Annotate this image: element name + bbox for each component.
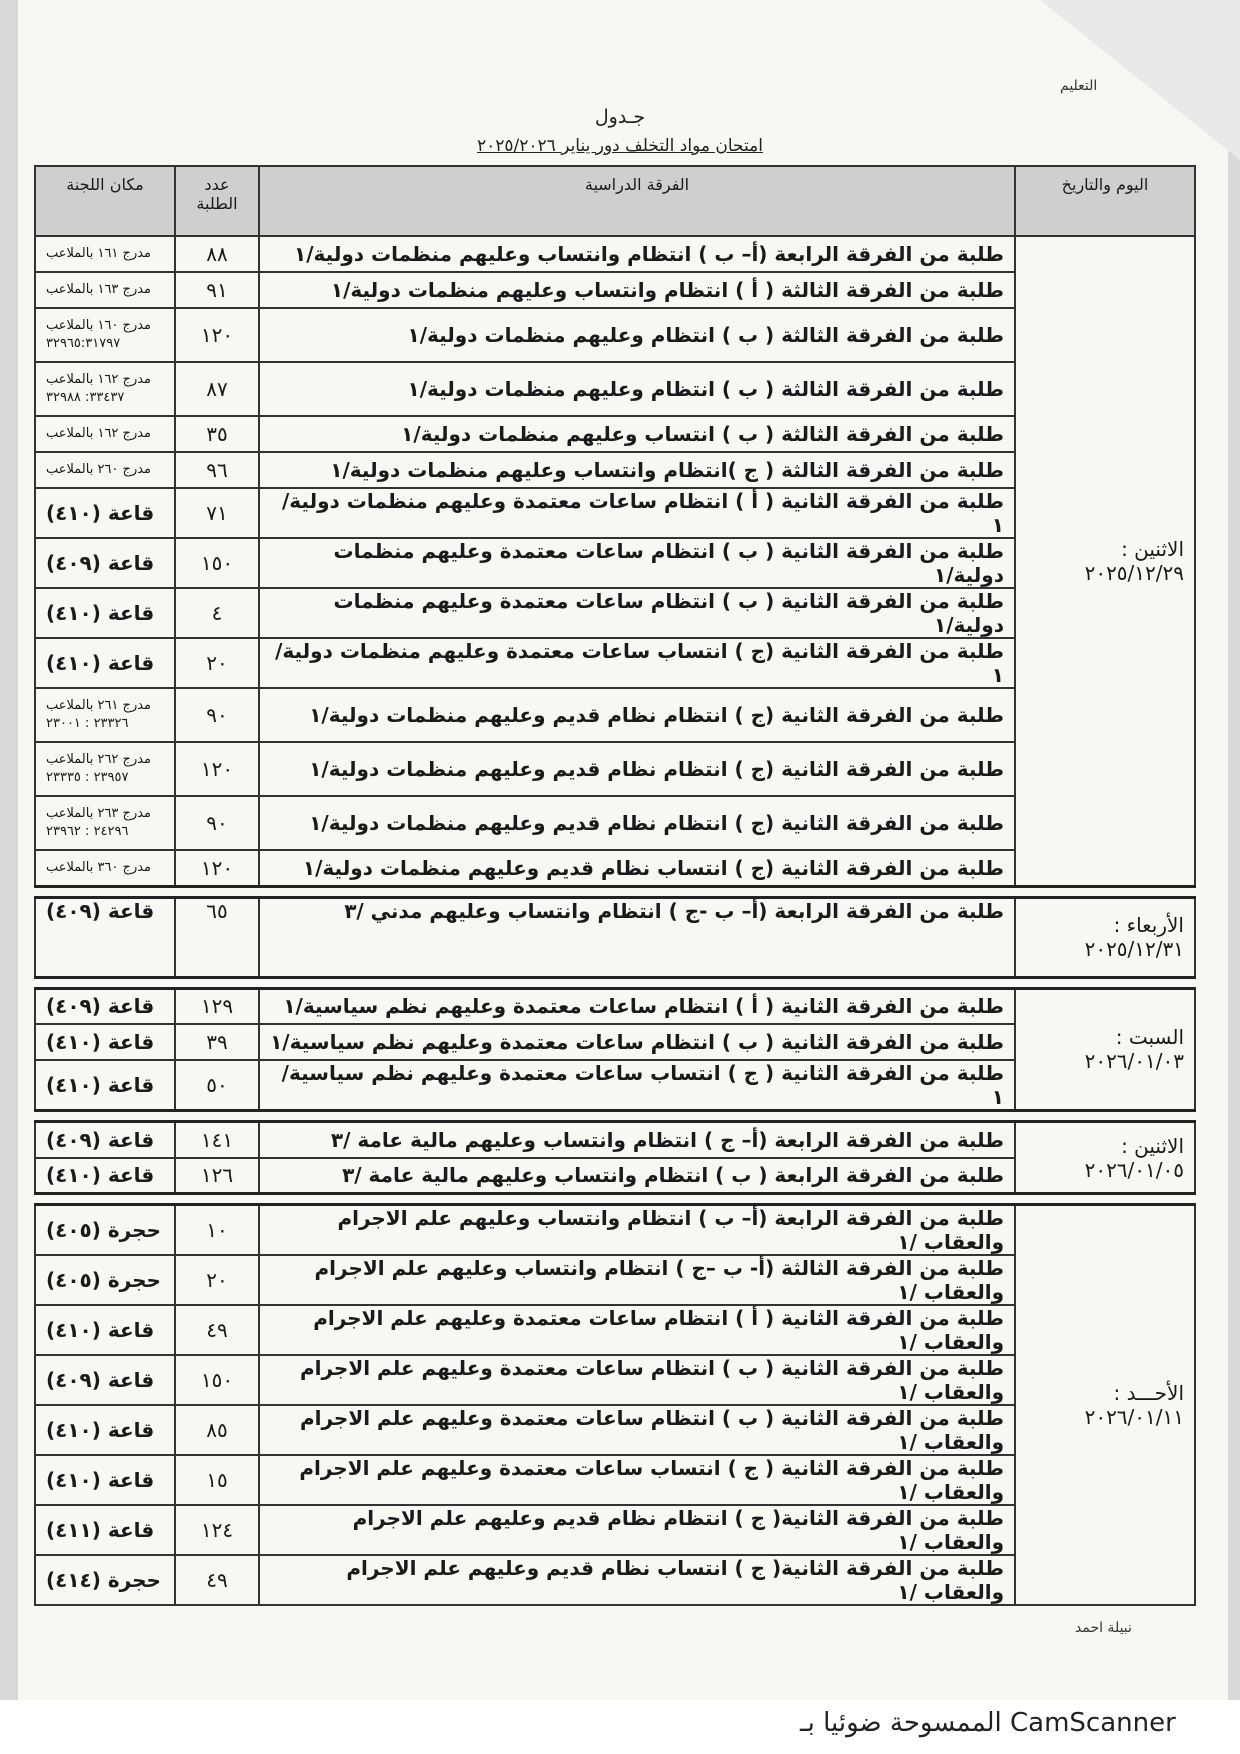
student-count: ١٥٠ [175, 538, 259, 588]
day-separator [35, 1111, 1195, 1122]
day-separator [35, 977, 1195, 988]
day-date-cell [1015, 1205, 1195, 1606]
exam-place [35, 742, 175, 796]
exam-place-label: قاعة (٤٠٩) [46, 994, 155, 1019]
exam-date: ٢٠٢٥/١٢/٢٩ [1084, 560, 1184, 585]
student-count: ٧١ [175, 488, 259, 538]
seat-number-range: ٢٤٢٩٦ : ٢٣٩٦٢ [46, 824, 129, 839]
exam-place-label: قاعة (٤٠٩) [46, 551, 155, 575]
student-count: ٤ [175, 588, 259, 638]
subject-group: طلبة من الفرقة الثالثة ( ب ) انتظام وعليهم منظمات دولية/١ [259, 362, 1015, 416]
student-count: ٨٨ [175, 236, 259, 272]
exam-place-label: مدرج ٢٦٣ بالملاعب [46, 805, 152, 821]
student-count: ١٥٠ [175, 1355, 259, 1405]
table-row [35, 1122, 1195, 1158]
exam-place [35, 796, 175, 850]
col-header-subject: الفرقة الدراسية [259, 166, 1015, 236]
student-count: ٢٠ [175, 638, 259, 688]
exam-place-label: مدرج ٢٦٢ بالملاعب [46, 751, 152, 767]
exam-place [35, 362, 175, 416]
exam-date: ٢٠٢٦/٠١/١١ [1084, 1405, 1184, 1429]
exam-place [35, 1555, 175, 1605]
exam-place-label: مدرج ٣٦٠ بالملاعب [46, 859, 152, 875]
subject-group: طلبة من الفرقة الثانية ( ب ) انتظام ساعات معتمدة وعليهم منظمات دولية/١ [259, 588, 1015, 638]
student-count: ٨٧ [175, 362, 259, 416]
col-header-place: مكان اللجنة [35, 166, 175, 236]
subject-group: طلبة من الفرقة الثانية ( ب ) انتظام ساعات معتمدة وعليهم نظم سياسية/١ [259, 1024, 1015, 1060]
day-separator-cell [35, 977, 1195, 988]
subject-group: طلبة من الفرقة الثالثة (أ- ب –ج ) انتظام وانتساب وعليهم علم الاجرام والعقاب /١ [259, 1255, 1015, 1305]
student-count: ٣٩ [175, 1024, 259, 1060]
student-count: ٣٥ [175, 416, 259, 452]
subject-group: طلبة من الفرقة الثالثة ( أ ) انتظام وانتساب وعليهم منظمات دولية/١ [259, 272, 1015, 308]
day-separator [35, 886, 1195, 897]
exam-place-label: قاعة (٤٠٩) [46, 1127, 155, 1152]
student-count: ١٥ [175, 1455, 259, 1505]
scanner-watermark: الممسوحة ضوئيا بـ CamScanner [800, 1708, 1176, 1738]
exam-date: ٢٠٢٥/١٢/٣١ [1084, 937, 1184, 961]
exam-date: ٢٠٢٦/٠١/٠٥ [1084, 1157, 1184, 1182]
subject-group: طلبة من الفرقة الرابعة (أ– ب ) انتظام وانتساب وعليهم علم الاجرام والعقاب /١ [259, 1205, 1015, 1256]
exam-place-label: حجرة (٤٠٥) [46, 1268, 161, 1292]
exam-place-label: مدرج ١٦٣ بالملاعب [46, 281, 152, 297]
subject-group: طلبة من الفرقة الرابعة (أ– ب ) انتظام وانتساب وعليهم منظمات دولية/١ [259, 236, 1015, 272]
student-count: ٩٠ [175, 688, 259, 742]
student-count: ٩٦ [175, 452, 259, 488]
student-count: ٥٠ [175, 1060, 259, 1111]
exam-place-label: قاعة (٤١٠) [46, 1030, 155, 1054]
subject-group: طلبة من الفرقة الثالثة ( ج )انتظام وانتساب وعليهم منظمات دولية/١ [259, 452, 1015, 488]
exam-place [35, 1205, 175, 1256]
exam-place-label: قاعة (٤١٠) [46, 1163, 155, 1188]
subject-group: طلبة من الفرقة الثانية (ج ) انتظام نظام قديم وعليهم منظمات دولية/١ [259, 742, 1015, 796]
day-date-cell [1015, 1122, 1195, 1194]
seat-number-range: ٢٣٣٢٦ : ٢٣٠٠١ [46, 716, 129, 731]
exam-place-label: مدرج ٢٦١ بالملاعب [46, 697, 152, 713]
exam-place [35, 538, 175, 588]
page-title: جـدول [594, 106, 646, 128]
subject-group: طلبة من الفرقة الثانية ( ج ) انتساب ساعات معتمدة وعليهم نظم سياسية/١ [259, 1060, 1015, 1111]
subject-group: طلبة من الفرقة الثانية (ج ) انتظام نظام قديم وعليهم منظمات دولية/١ [259, 688, 1015, 742]
exam-place [35, 488, 175, 538]
table-row [35, 897, 1195, 977]
subject-group: طلبة من الفرقة الثانية ( ج ) انتساب ساعات معتمدة وعليهم علم الاجرام والعقاب /١ [259, 1455, 1015, 1505]
day-date-cell [1015, 988, 1195, 1111]
exam-place [35, 638, 175, 688]
exam-place-label: حجرة (٤٠٥) [46, 1218, 161, 1242]
table-header-row [35, 166, 1195, 236]
exam-place [35, 1455, 175, 1505]
student-count: ٢٠ [175, 1255, 259, 1305]
exam-place-label: قاعة (٤١٠) [46, 1318, 155, 1342]
seat-number-range: ٣٣٤٣٧: ٣٢٩٨٨ [46, 390, 125, 405]
day-name: الاثنين : [1121, 536, 1184, 561]
exam-place-label: قاعة (٤١٠) [46, 651, 155, 675]
subject-group: طلبة من الفرقة الثانية ( ب ) انتظام ساعات معتمدة وعليهم علم الاجرام والعقاب /١ [259, 1405, 1015, 1455]
subject-group: طلبة من الفرقة الثانية ( أ ) انتظام ساعات معتمدة وعليهم منظمات دولية/١ [259, 488, 1015, 538]
day-separator [35, 1194, 1195, 1205]
subject-group: طلبة من الفرقة الثالثة ( ب ) انتساب وعليهم منظمات دولية/١ [259, 416, 1015, 452]
subject-group: طلبة من الفرقة الثانية ( أ ) انتظام ساعات معتمدة وعليهم نظم سياسية/١ [259, 988, 1015, 1024]
day-name: السبت : [1115, 1025, 1184, 1050]
student-count: ١٢٩ [175, 988, 259, 1024]
subject-group: طلبة من الفرقة الثانية( ج ) انتظام نظام قديم وعليهم علم الاجرام والعقاب /١ [259, 1505, 1015, 1555]
exam-place-label: حجرة (٤١٤) [46, 1568, 161, 1592]
student-count: ١٢٤ [175, 1505, 259, 1555]
exam-place-label: قاعة (٤١٠) [46, 1418, 155, 1442]
day-date-cell [1015, 897, 1195, 977]
day-date-cell [1015, 236, 1195, 886]
student-count: ٨٥ [175, 1405, 259, 1455]
table-row [35, 236, 1195, 272]
exam-place-label: مدرج ٢٦٠ بالملاعب [46, 461, 152, 477]
day-name: الأربعاء : [1113, 913, 1184, 937]
day-name: الاثنين : [1121, 1133, 1184, 1158]
seat-number-range: ٣٢٩٦٥:٣١٧٩٧ [46, 336, 121, 351]
exam-place-label: مدرج ١٦٠ بالملاعب [46, 317, 152, 333]
subject-group: طلبة من الفرقة الرابعة (أ– ب -ج ) انتظام وانتساب وعليهم مدني /٣ [259, 897, 1015, 977]
day-separator-cell [35, 886, 1195, 897]
exam-place [35, 1158, 175, 1194]
subject-group: طلبة من الفرقة الثانية( ج ) انتساب نظام قديم وعليهم علم الاجرام والعقاب /١ [259, 1555, 1015, 1605]
seat-number-range: ٢٣٩٥٧ : ٢٣٣٣٥ [46, 770, 129, 785]
exam-place-label: قاعة (٤١٠) [46, 501, 155, 525]
exam-place-label: قاعة (٤٠٩) [46, 1368, 155, 1392]
exam-place [35, 897, 175, 977]
ministry-fragment: التعليم [1060, 78, 1098, 94]
table-row [35, 988, 1195, 1024]
exam-place [35, 688, 175, 742]
subject-group: طلبة من الفرقة الثانية (ج ) انتساب نظام قديم وعليهم منظمات دولية/١ [259, 850, 1015, 886]
exam-place-label: قاعة (٤١٠) [46, 601, 155, 625]
exam-schedule-table [34, 165, 1196, 1606]
exam-place [35, 1355, 175, 1405]
exam-place [35, 850, 175, 886]
subject-group: طلبة من الفرقة الثانية ( أ ) انتظام ساعات معتمدة وعليهم علم الاجرام والعقاب /١ [259, 1305, 1015, 1355]
exam-place-label: قاعة (٤١١) [46, 1518, 155, 1542]
exam-place [35, 988, 175, 1024]
subject-group: طلبة من الفرقة الرابعة (أ– ج ) انتظام وانتساب وعليهم مالية عامة /٣ [259, 1122, 1015, 1158]
student-count: ١٢٠ [175, 850, 259, 886]
student-count: ٩٠ [175, 796, 259, 850]
exam-place [35, 1305, 175, 1355]
exam-place [35, 308, 175, 362]
page-subtitle: امتحان مواد التخلف دور يناير ٢٠٢٥/٢٠٢٦ [477, 136, 763, 156]
exam-place [35, 1505, 175, 1555]
exam-place-label: قاعة (٤١٠) [46, 1468, 155, 1492]
exam-place [35, 1405, 175, 1455]
student-count: ٤٩ [175, 1555, 259, 1605]
subject-group: طلبة من الفرقة الثانية ( ب ) انتظام ساعات معتمدة وعليهم علم الاجرام والعقاب /١ [259, 1355, 1015, 1405]
student-count: ٦٥ [175, 897, 259, 977]
signature-name: نبيلة احمد [1075, 1620, 1132, 1636]
table-row [35, 1205, 1195, 1256]
subject-group: طلبة من الفرقة الثالثة ( ب ) انتظام وعليهم منظمات دولية/١ [259, 308, 1015, 362]
student-count: ٩١ [175, 272, 259, 308]
exam-place [35, 272, 175, 308]
exam-place [35, 1060, 175, 1111]
subject-group: طلبة من الفرقة الثانية ( ب ) انتظام ساعات معتمدة وعليهم منظمات دولية/١ [259, 538, 1015, 588]
student-count: ١٢٠ [175, 308, 259, 362]
exam-place [35, 452, 175, 488]
student-count: ١٠ [175, 1205, 259, 1256]
exam-place [35, 1255, 175, 1305]
exam-place [35, 236, 175, 272]
exam-place-label: قاعة (٤٠٩) [46, 898, 155, 923]
exam-place-label: قاعة (٤١٠) [46, 1073, 155, 1097]
student-count: ٤٩ [175, 1305, 259, 1355]
exam-place-label: مدرج ١٦٢ بالملاعب [46, 371, 152, 387]
exam-date: ٢٠٢٦/٠١/٠٣ [1084, 1049, 1184, 1074]
exam-place [35, 1122, 175, 1158]
student-count: ١٢٠ [175, 742, 259, 796]
day-separator-cell [35, 1194, 1195, 1205]
day-separator-cell [35, 1111, 1195, 1122]
subject-group: طلبة من الفرقة الثانية (ج ) انتساب ساعات معتمدة وعليهم منظمات دولية/١ [259, 638, 1015, 688]
student-count: ١٤١ [175, 1122, 259, 1158]
exam-place [35, 416, 175, 452]
day-name: الأحـــد : [1113, 1381, 1184, 1405]
exam-place [35, 1024, 175, 1060]
subject-group: طلبة من الفرقة الرابعة ( ب ) انتظام وانتساب وعليهم مالية عامة /٣ [259, 1158, 1015, 1194]
col-header-count: عدد الطلبة [175, 166, 259, 236]
col-header-day: اليوم والتاريخ [1015, 166, 1195, 236]
exam-place-label: مدرج ١٦٢ بالملاعب [46, 425, 152, 441]
subject-group: طلبة من الفرقة الثانية (ج ) انتظام نظام قديم وعليهم منظمات دولية/١ [259, 796, 1015, 850]
student-count: ١٢٦ [175, 1158, 259, 1194]
exam-place-label: مدرج ١٦١ بالملاعب [46, 245, 152, 261]
exam-place [35, 588, 175, 638]
